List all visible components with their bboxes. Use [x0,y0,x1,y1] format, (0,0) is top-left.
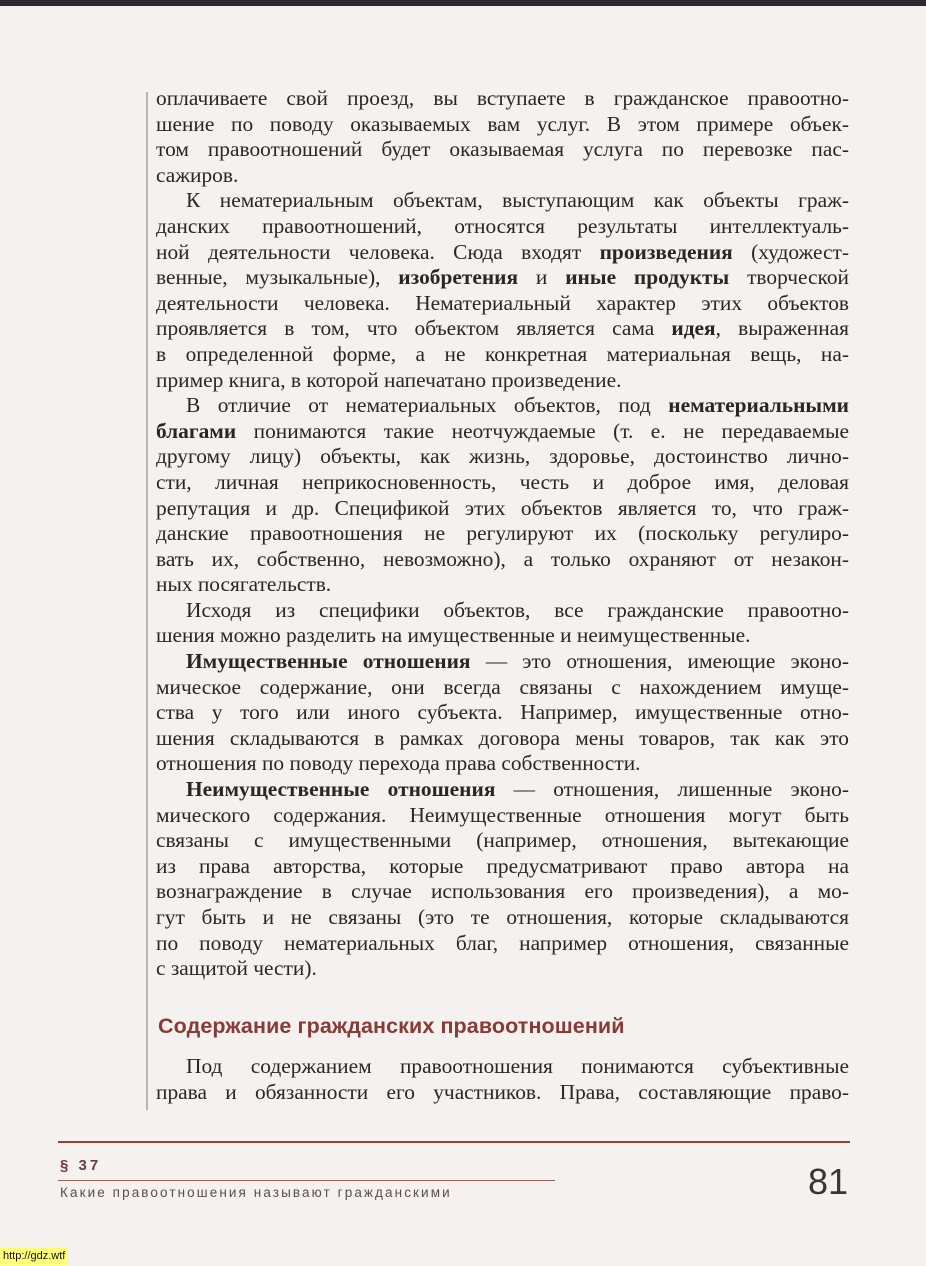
footer-caption-rule [58,1180,555,1181]
text-line: том правоотношений будет оказываемая услуга по перевозке пас- [156,137,849,162]
paragraph-6 [156,777,849,982]
text-line: Под содержанием правоотношения понимаются субъективные [186,1054,849,1078]
text-span: творческой [729,265,849,290]
paragraph-3 [156,393,849,598]
paragraph-7 [156,1054,849,1105]
text-line: репутация и др. Спецификой этих объектов является то, что граж- [156,495,849,520]
text-span: и [518,265,566,290]
section-heading: Содержание гражданских правоотношений [158,1014,625,1038]
term-bold: изобретения [398,265,519,290]
text-line [156,316,849,342]
text-line: пример книга, в которой напечатано произведение. [156,367,622,392]
running-footer-title: Какие правоотношения называют гражданскими [60,1185,452,1200]
text-line: с защитой чести). [156,956,317,981]
text-line: шения можно разделить на имущественные и неимущественные. [156,623,751,648]
text-line [156,777,849,803]
text-span: (художест- [732,239,849,264]
text-line: вать их, собственно, невозможно), а только охраняют от незакон- [156,546,849,571]
text-line [156,649,849,675]
text-span: , выраженная [715,316,850,341]
text-line: оплачиваете свой проезд, вы вступаете в гражданское правоотно- [156,86,849,110]
text-line: вознаграждение в случае использования его произведения), а мо- [156,879,849,904]
page-number: 81 [807,1161,848,1202]
text-line: отношения по поводу перехода права собственности. [156,751,641,776]
text-line: шения складываются в рамках договора мены товаров, так как это [156,725,849,750]
text-line: ства у того или иного субъекта. Например, имущественные отно- [156,700,849,725]
text-span: — это отношения, имеющие эконо- [470,649,849,674]
text-line: гут быть и не связаны (это те отношения, которые складываются [156,905,849,929]
text-line: сажиров. [156,162,239,187]
section-body [156,1054,849,1105]
text-line [156,419,849,445]
text-line [156,393,849,419]
text-span: венные, музыкальные), [156,265,399,290]
term-bold: идея [671,316,716,341]
term-bold: произведения [599,239,733,264]
text-line: Исходя из специфики объектов, все гражданские правоотно- [186,597,849,622]
text-line: другому лицу) объекты, как жизнь, здоровье, достоинство лично- [156,444,849,469]
term-bold: иные продукты [565,265,730,290]
text-line: шение по поводу оказываемых вам услуг. В этом примере объек- [156,111,849,136]
paragraph-5 [156,649,849,777]
text-line: в определенной форме, а не конкретная материальная вещь, на- [156,341,849,366]
term-bold: Неимущественные отношения [186,777,496,802]
term-bold: благами [156,418,237,443]
margin-rule [146,92,148,1110]
text-span: понимаются такие неотчуждаемые (т. е. не передаваемые [236,418,849,443]
paragraph-2 [156,188,849,393]
text-span: проявляется в том, что объектом является сама [156,316,672,341]
paragraph-4 [156,598,849,649]
text-span: ной деятельности человека. Сюда входят [156,239,600,264]
paragraph-1 [156,86,849,188]
footer-divider [58,1141,850,1143]
text-line: ных посягательств. [156,572,332,597]
text-line: права и обязанности его участников. Права, составляющие право- [156,1079,849,1104]
text-line: деятельности человека. Нематериальный характер этих объектов [156,290,849,315]
text-line [156,240,849,266]
text-line: мическое содержание, они всегда связаны с нахождением имуще- [156,674,849,699]
body-text [156,86,849,982]
text-span: — отношения, лишенные эконо- [495,777,849,802]
text-line: данские правоотношения не регулируют их (поскольку регулиро- [156,521,849,546]
text-line: из права авторства, которые предусматривают право автора на [156,853,849,878]
text-line: по поводу нематериальных благ, например отношения, связанные [156,930,849,955]
watermark-link[interactable]: http://gdz.wtf [0,1247,68,1265]
text-line: данских правоотношений, относятся результаты интеллектуаль- [156,213,849,238]
section-number: § 37 [60,1157,102,1174]
text-line: мического содержания. Неимущественные отношения могут быть [156,802,849,827]
text-line [156,265,849,291]
text-span: В отличие от нематериальных объектов, под [186,393,669,418]
term-bold: нематериальными [668,393,849,418]
text-line: связаны с имущественными (например, отношения, вытекающие [156,828,849,853]
term-bold: Имущественные отношения [186,649,471,674]
text-line: К нематериальным объектам, выступающим как объекты граж- [186,188,849,213]
page-top-edge [0,0,926,6]
text-line: сти, личная неприкосновенность, честь и доброе имя, деловая [156,469,849,494]
